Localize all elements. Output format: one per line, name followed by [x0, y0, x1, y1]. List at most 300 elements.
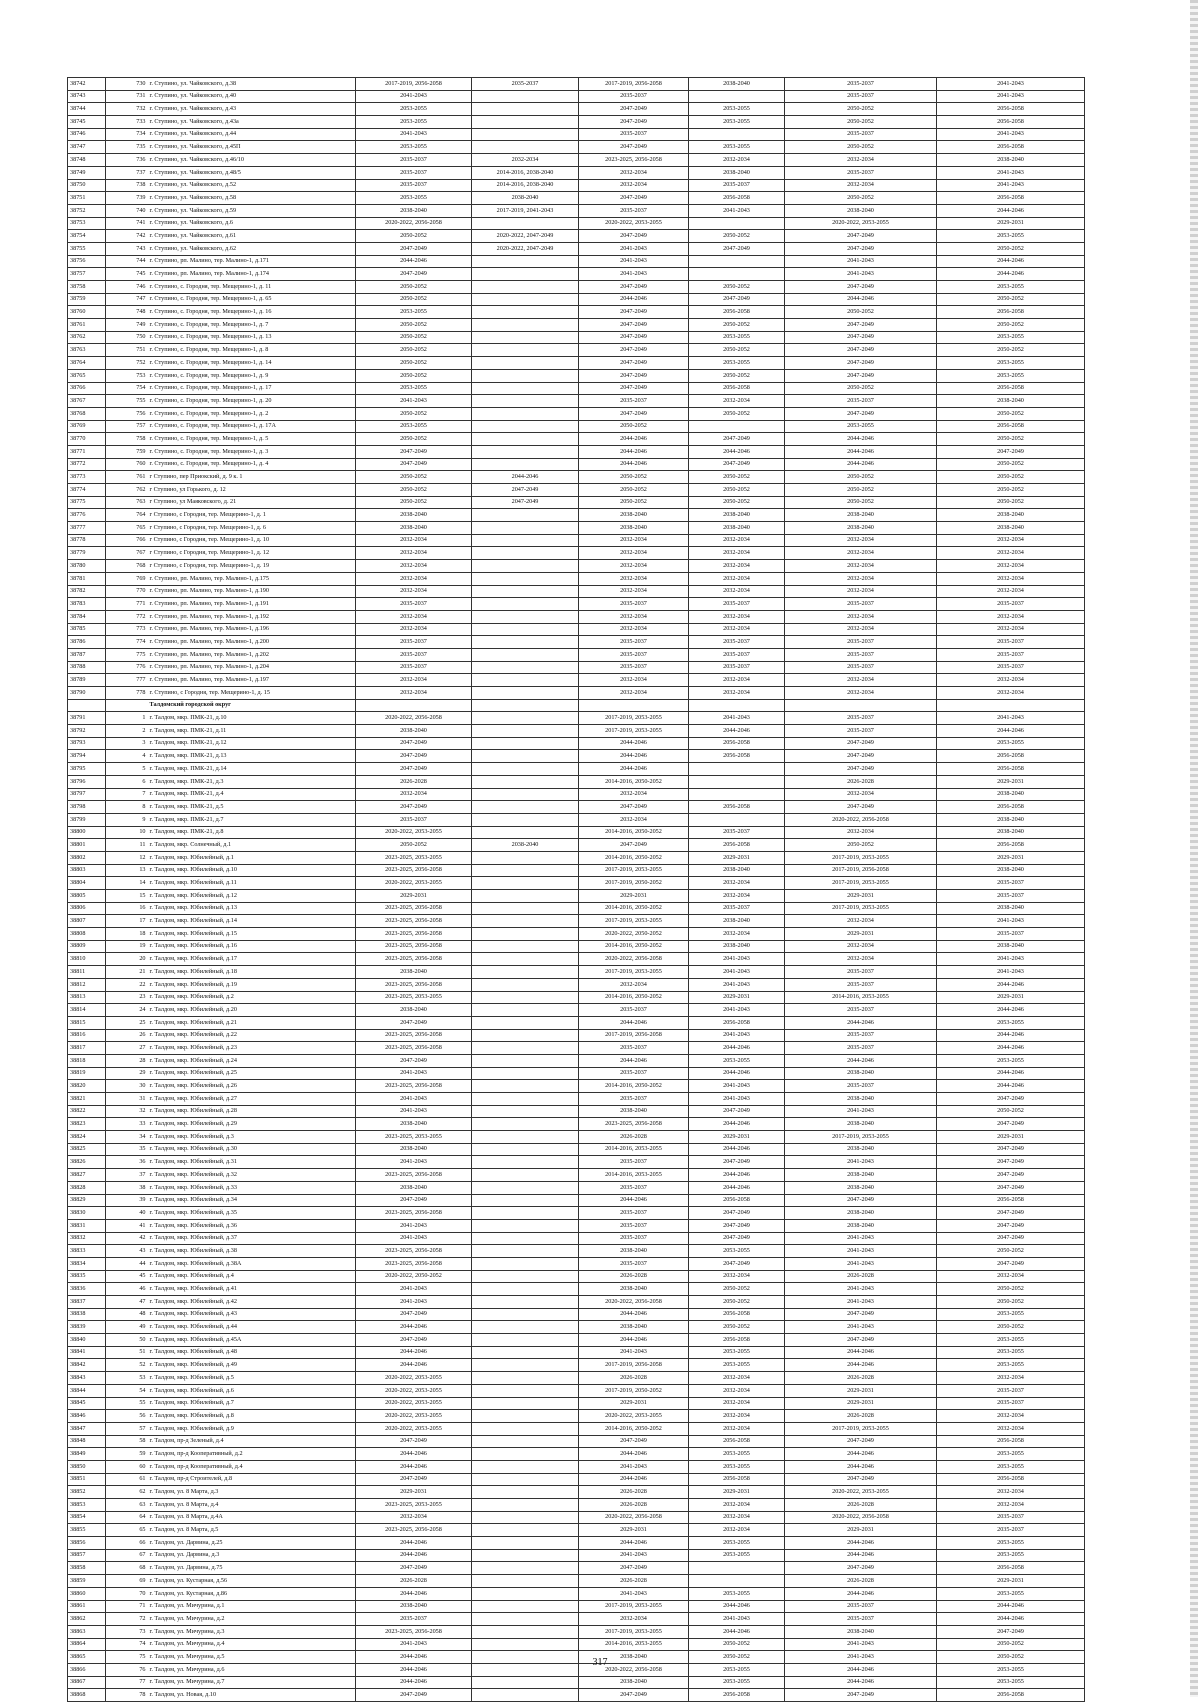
section-empty-cell [472, 699, 579, 712]
period-cell-5: 2041-2043 [785, 1321, 937, 1334]
row-number-cell: 64 [106, 1511, 148, 1524]
row-number-cell: 32 [106, 1105, 148, 1118]
row-id-cell: 38788 [68, 661, 106, 674]
period-cell-6: 2056-2058 [937, 763, 1085, 776]
period-cell-4: 2044-2046 [689, 725, 785, 738]
period-cell-1: 2050-2052 [356, 433, 472, 446]
period-cell-5: 2032-2034 [785, 953, 937, 966]
period-cell-3: 2044-2046 [579, 1308, 689, 1321]
row-number-cell: 46 [106, 1283, 148, 1296]
row-id-cell: 38832 [68, 1232, 106, 1245]
period-cell-2 [472, 1359, 579, 1372]
row-id-cell: 38775 [68, 496, 106, 509]
period-cell-4: 2041-2043 [689, 1080, 785, 1093]
row-number-cell: 772 [106, 610, 148, 623]
period-cell-6: 2050-2052 [937, 1283, 1085, 1296]
period-cell-5: 2044-2046 [785, 1587, 937, 1600]
address-cell: г. Талдом, мкр. Юбилейный, д.20 [148, 1004, 356, 1017]
period-cell-4: 2047-2049 [689, 1257, 785, 1270]
period-cell-5: 2050-2052 [785, 839, 937, 852]
period-cell-5: 2050-2052 [785, 116, 937, 129]
period-cell-6: 2053-2055 [937, 1460, 1085, 1473]
row-id-cell: 38811 [68, 966, 106, 979]
row-id-cell: 38858 [68, 1562, 106, 1575]
row-id-cell: 38763 [68, 344, 106, 357]
period-cell-1: 2035-2037 [356, 636, 472, 649]
period-cell-3: 2047-2049 [579, 382, 689, 395]
period-cell-6: 2053-2055 [937, 1054, 1085, 1067]
period-cell-1: 2032-2034 [356, 674, 472, 687]
address-cell: г. Ступино, ул. Чайковского, д.43а [148, 116, 356, 129]
row-id-cell: 38831 [68, 1219, 106, 1232]
period-cell-1: 2038-2040 [356, 509, 472, 522]
row-id-cell: 38795 [68, 763, 106, 776]
section-title: Талдомский городской округ [148, 699, 356, 712]
period-cell-2 [472, 1524, 579, 1537]
table-row [68, 1676, 1085, 1689]
table-row [68, 1118, 1085, 1131]
period-cell-6: 2050-2052 [937, 484, 1085, 497]
period-cell-3: 2047-2049 [579, 319, 689, 332]
period-cell-3: 2047-2049 [579, 407, 689, 420]
row-id-cell: 38796 [68, 775, 106, 788]
period-cell-2: 2047-2049 [472, 484, 579, 497]
period-cell-2 [472, 407, 579, 420]
period-cell-3: 2050-2052 [579, 471, 689, 484]
period-cell-4: 2056-2058 [689, 1194, 785, 1207]
period-cell-4: 2056-2058 [689, 382, 785, 395]
row-number-cell: 756 [106, 407, 148, 420]
row-id-cell: 38769 [68, 420, 106, 433]
period-cell-2 [472, 522, 579, 535]
period-cell-2 [472, 750, 579, 763]
period-cell-1: 2050-2052 [356, 839, 472, 852]
period-cell-2 [472, 116, 579, 129]
period-cell-3: 2047-2049 [579, 801, 689, 814]
row-number-cell: 22 [106, 978, 148, 991]
period-cell-2: 2020-2022, 2047-2049 [472, 230, 579, 243]
period-cell-3: 2020-2022, 2050-2052 [579, 928, 689, 941]
row-id-cell: 38809 [68, 940, 106, 953]
period-cell-6: 2044-2046 [937, 1613, 1085, 1626]
row-number-cell: 2 [106, 725, 148, 738]
row-number-cell: 7 [106, 788, 148, 801]
period-cell-2 [472, 458, 579, 471]
address-cell: г Ступино, ул Горького, д. 12 [148, 484, 356, 497]
table-row [68, 471, 1085, 484]
period-cell-4: 2041-2043 [689, 1093, 785, 1106]
row-number-cell: 767 [106, 547, 148, 560]
period-cell-6: 2056-2058 [937, 141, 1085, 154]
row-id-cell: 38773 [68, 471, 106, 484]
period-cell-4: 2053-2055 [689, 357, 785, 370]
row-number-cell: 775 [106, 648, 148, 661]
table-row [68, 445, 1085, 458]
period-cell-3: 2032-2034 [579, 166, 689, 179]
period-cell-4: 2053-2055 [689, 141, 785, 154]
row-number-cell: 755 [106, 395, 148, 408]
period-cell-2 [472, 1562, 579, 1575]
period-cell-5: 2032-2034 [785, 788, 937, 801]
row-number-cell: 13 [106, 864, 148, 877]
period-cell-2 [472, 585, 579, 598]
period-cell-2 [472, 319, 579, 332]
period-cell-5: 2038-2040 [785, 1219, 937, 1232]
period-cell-6: 2032-2034 [937, 674, 1085, 687]
period-cell-6: 2053-2055 [937, 1346, 1085, 1359]
period-cell-5: 2035-2037 [785, 1029, 937, 1042]
period-cell-5: 2035-2037 [785, 1004, 937, 1017]
period-cell-3: 2032-2034 [579, 547, 689, 560]
period-cell-4: 2041-2043 [689, 953, 785, 966]
period-cell-5: 2044-2046 [785, 458, 937, 471]
table-row [68, 1359, 1085, 1372]
period-cell-5: 2047-2049 [785, 1308, 937, 1321]
period-cell-4: 2056-2058 [689, 737, 785, 750]
period-cell-4: 2053-2055 [689, 1346, 785, 1359]
table-row [68, 674, 1085, 687]
period-cell-3: 2026-2028 [579, 1372, 689, 1385]
address-cell: г. Ступино, ул. Чайковского, д.59 [148, 204, 356, 217]
row-number-cell: 57 [106, 1422, 148, 1435]
period-cell-5: 2044-2046 [785, 1460, 937, 1473]
address-cell: г. Ступино, с. Городня, тер. Мещерино-1, д. 4 [148, 458, 356, 471]
period-cell-5: 2017-2019, 2053-2055 [785, 877, 937, 890]
period-cell-5: 2047-2049 [785, 750, 937, 763]
address-cell: г. Ступино, ул. Чайковского, д.52 [148, 179, 356, 192]
period-cell-4 [689, 775, 785, 788]
period-cell-6: 2041-2043 [937, 915, 1085, 928]
period-cell-5: 2032-2034 [785, 560, 937, 573]
address-cell: г. Ступино, ул. Чайковского, д.58 [148, 192, 356, 205]
period-cell-6: 2050-2052 [937, 496, 1085, 509]
address-cell: г. Талдом, ул. Новая, д.10 [148, 1689, 356, 1702]
period-cell-1: 2032-2034 [356, 687, 472, 700]
period-cell-1: 2020-2022, 2053-2055 [356, 1397, 472, 1410]
row-number-cell: 16 [106, 902, 148, 915]
row-number-cell: 78 [106, 1689, 148, 1702]
period-cell-3: 2014-2016, 2050-2052 [579, 902, 689, 915]
table-row [68, 864, 1085, 877]
address-cell: г. Талдом, ул. Мичурина, д.1 [148, 1600, 356, 1613]
section-empty-cell [689, 699, 785, 712]
address-cell: г. Талдом, мкр. Юбилейный, д.49 [148, 1359, 356, 1372]
period-cell-2 [472, 1499, 579, 1512]
period-cell-4: 2032-2034 [689, 560, 785, 573]
section-empty-cell [785, 699, 937, 712]
period-cell-1: 2038-2040 [356, 966, 472, 979]
table-row [68, 1689, 1085, 1702]
period-cell-2 [472, 293, 579, 306]
period-cell-4: 2032-2034 [689, 610, 785, 623]
table-row [68, 902, 1085, 915]
period-cell-1: 2053-2055 [356, 192, 472, 205]
period-cell-4: 2032-2034 [689, 1499, 785, 1512]
row-id-cell: 38784 [68, 610, 106, 623]
row-id-cell: 38760 [68, 306, 106, 319]
row-id-cell: 38814 [68, 1004, 106, 1017]
period-cell-6: 2050-2052 [937, 1296, 1085, 1309]
period-cell-5: 2032-2034 [785, 687, 937, 700]
table-row [68, 598, 1085, 611]
period-cell-5: 2032-2034 [785, 940, 937, 953]
row-id-cell: 38808 [68, 928, 106, 941]
period-cell-4: 2050-2052 [689, 484, 785, 497]
period-cell-2 [472, 1321, 579, 1334]
address-cell: г. Талдом, ул. 8 Марта, д.5 [148, 1524, 356, 1537]
period-cell-2 [472, 1384, 579, 1397]
row-number-cell: 36 [106, 1156, 148, 1169]
row-number-cell: 771 [106, 598, 148, 611]
period-cell-6: 2047-2049 [937, 1181, 1085, 1194]
period-cell-5: 2041-2043 [785, 255, 937, 268]
period-cell-3: 2020-2022, 2053-2055 [579, 217, 689, 230]
address-cell: г. Ступино, с. Городня, тер. Мещерино-1, д. 14 [148, 357, 356, 370]
row-number-cell: 43 [106, 1245, 148, 1258]
address-cell: г. Ступино, с. Городня, тер. Мещерино-1, д. 3 [148, 445, 356, 458]
period-cell-5: 2041-2043 [785, 1283, 937, 1296]
table-row [68, 928, 1085, 941]
period-cell-3: 2032-2034 [579, 179, 689, 192]
period-cell-3: 2035-2037 [579, 1093, 689, 1106]
address-cell: г Ступино, ул Маяковского, д. 21 [148, 496, 356, 509]
table-row [68, 1625, 1085, 1638]
period-cell-2 [472, 1067, 579, 1080]
row-number-cell: 737 [106, 166, 148, 179]
table-row [68, 1054, 1085, 1067]
table-row [68, 725, 1085, 738]
period-cell-4: 2032-2034 [689, 1410, 785, 1423]
period-cell-5: 2026-2028 [785, 1270, 937, 1283]
period-cell-1: 2044-2046 [356, 1549, 472, 1562]
period-cell-3: 2032-2034 [579, 978, 689, 991]
period-cell-2 [472, 775, 579, 788]
period-cell-6: 2053-2055 [937, 357, 1085, 370]
address-cell: г. Талдом, мкр. Юбилейный, д.44 [148, 1321, 356, 1334]
table-row [68, 1460, 1085, 1473]
period-cell-4: 2035-2037 [689, 648, 785, 661]
address-cell: г. Талдом, ул. Мичурина, д.3 [148, 1625, 356, 1638]
period-cell-6: 2044-2046 [937, 255, 1085, 268]
row-number-cell: 40 [106, 1207, 148, 1220]
period-cell-2 [472, 1638, 579, 1651]
address-cell: г Ступино, с Городня, тер. Мещерино-1, д. 12 [148, 547, 356, 560]
period-cell-5: 2032-2034 [785, 547, 937, 560]
period-cell-1: 2041-2043 [356, 1105, 472, 1118]
period-cell-1: 2038-2040 [356, 1600, 472, 1613]
table-row [68, 648, 1085, 661]
row-id-cell: 38756 [68, 255, 106, 268]
table-row [68, 1587, 1085, 1600]
table-row [68, 877, 1085, 890]
row-id-cell: 38742 [68, 78, 106, 91]
address-cell: г. Ступино, с. Городня, тер. Мещерино-1, д. 17А [148, 420, 356, 433]
row-number-cell: 732 [106, 103, 148, 116]
row-id-cell: 38781 [68, 572, 106, 585]
address-cell: г. Талдом, мкр. Юбилейный, д.38 [148, 1245, 356, 1258]
row-number-cell: 742 [106, 230, 148, 243]
period-cell-2 [472, 1118, 579, 1131]
period-cell-3: 2047-2049 [579, 281, 689, 294]
period-cell-4: 2053-2055 [689, 1460, 785, 1473]
row-number-cell: 50 [106, 1334, 148, 1347]
period-cell-6: 2029-2031 [937, 775, 1085, 788]
address-cell: г. Талдом, ул. Дарвина, д.25 [148, 1537, 356, 1550]
row-number-cell: 35 [106, 1143, 148, 1156]
address-cell: г. Талдом, мкр. Юбилейный, д.5 [148, 1372, 356, 1385]
period-cell-5: 2041-2043 [785, 1245, 937, 1258]
period-cell-2 [472, 420, 579, 433]
period-cell-6: 2041-2043 [937, 166, 1085, 179]
row-number-cell: 76 [106, 1663, 148, 1676]
address-cell: г. Ступино, рп. Малино, тер. Малино-1, д.175 [148, 572, 356, 585]
period-cell-6: 2047-2049 [937, 1219, 1085, 1232]
period-cell-1: 2023-2025, 2056-2058 [356, 1625, 472, 1638]
period-cell-3: 2020-2022, 2056-2058 [579, 1511, 689, 1524]
row-number-cell: 77 [106, 1676, 148, 1689]
period-cell-5: 2044-2046 [785, 293, 937, 306]
row-id-cell: 38847 [68, 1422, 106, 1435]
row-id-cell: 38804 [68, 877, 106, 890]
period-cell-2 [472, 255, 579, 268]
period-cell-1: 2041-2043 [356, 1296, 472, 1309]
table-row [68, 1321, 1085, 1334]
period-cell-6: 2050-2052 [937, 344, 1085, 357]
period-cell-6: 2056-2058 [937, 116, 1085, 129]
period-cell-1: 2023-2025, 2056-2058 [356, 928, 472, 941]
period-cell-6: 2047-2049 [937, 1625, 1085, 1638]
row-id-cell: 38822 [68, 1105, 106, 1118]
period-cell-1: 2044-2046 [356, 1448, 472, 1461]
address-cell: г. Талдом, мкр. Юбилейный, д.14 [148, 915, 356, 928]
table-row [68, 1245, 1085, 1258]
table-row [68, 1016, 1085, 1029]
row-number-cell: 776 [106, 661, 148, 674]
address-cell: г. Талдом, мкр. Юбилейный, д.34 [148, 1194, 356, 1207]
period-cell-2 [472, 1676, 579, 1689]
period-cell-4: 2056-2058 [689, 1016, 785, 1029]
period-cell-5: 2047-2049 [785, 737, 937, 750]
table-body-section [68, 699, 1085, 712]
row-number-cell: 761 [106, 471, 148, 484]
table-row [68, 141, 1085, 154]
period-cell-6: 2050-2052 [937, 471, 1085, 484]
row-id-cell: 38836 [68, 1283, 106, 1296]
row-number-cell: 736 [106, 154, 148, 167]
row-id-cell: 38798 [68, 801, 106, 814]
period-cell-3: 2047-2049 [579, 1435, 689, 1448]
row-id-cell: 38764 [68, 357, 106, 370]
row-number-cell: 751 [106, 344, 148, 357]
table-row [68, 636, 1085, 649]
section-empty-cell [937, 699, 1085, 712]
period-cell-5: 2017-2019, 2053-2055 [785, 902, 937, 915]
period-cell-2 [472, 1232, 579, 1245]
period-cell-6: 2041-2043 [937, 966, 1085, 979]
period-cell-2 [472, 966, 579, 979]
period-cell-3: 2032-2034 [579, 534, 689, 547]
address-cell: г. Талдом, пр-д Кооперативный, д.2 [148, 1448, 356, 1461]
row-id-cell: 38818 [68, 1054, 106, 1067]
period-cell-2 [472, 1093, 579, 1106]
address-cell: г. Талдом, мкр. Юбилейный, д.29 [148, 1118, 356, 1131]
table-row [68, 839, 1085, 852]
period-cell-3: 2044-2046 [579, 445, 689, 458]
row-number-cell: 10 [106, 826, 148, 839]
table-row [68, 1308, 1085, 1321]
period-cell-1: 2050-2052 [356, 230, 472, 243]
period-cell-6: 2029-2031 [937, 1575, 1085, 1588]
period-cell-6: 2056-2058 [937, 192, 1085, 205]
period-cell-1: 2047-2049 [356, 1054, 472, 1067]
table-row [68, 433, 1085, 446]
period-cell-4: 2053-2055 [689, 1549, 785, 1562]
row-number-cell: 8 [106, 801, 148, 814]
period-cell-6: 2029-2031 [937, 991, 1085, 1004]
period-cell-5: 2047-2049 [785, 357, 937, 370]
period-cell-4: 2029-2031 [689, 991, 785, 1004]
period-cell-2 [472, 737, 579, 750]
period-cell-1: 2032-2034 [356, 585, 472, 598]
period-cell-2 [472, 1613, 579, 1626]
period-cell-1: 2047-2049 [356, 1016, 472, 1029]
period-cell-5: 2038-2040 [785, 1625, 937, 1638]
period-cell-2 [472, 864, 579, 877]
row-id-cell: 38828 [68, 1181, 106, 1194]
row-number-cell: 759 [106, 445, 148, 458]
row-id-cell: 38768 [68, 407, 106, 420]
period-cell-2 [472, 712, 579, 725]
table-row [68, 509, 1085, 522]
address-cell: г. Талдом, мкр. Юбилейный, д.3 [148, 1131, 356, 1144]
period-cell-2 [472, 1156, 579, 1169]
address-cell: г. Талдом, ул. 8 Марта, д.3 [148, 1486, 356, 1499]
period-cell-5: 2044-2046 [785, 1676, 937, 1689]
period-cell-6: 2038-2040 [937, 395, 1085, 408]
period-cell-2: 2014-2016, 2038-2040 [472, 179, 579, 192]
table-row [68, 281, 1085, 294]
period-cell-4: 2047-2049 [689, 242, 785, 255]
period-cell-1: 2035-2037 [356, 813, 472, 826]
period-cell-6: 2035-2037 [937, 890, 1085, 903]
row-id-cell: 38755 [68, 242, 106, 255]
table-row [68, 1562, 1085, 1575]
row-number-cell: 746 [106, 281, 148, 294]
period-cell-1: 2050-2052 [356, 484, 472, 497]
period-cell-1: 2050-2052 [356, 344, 472, 357]
period-cell-3: 2017-2019, 2050-2052 [579, 877, 689, 890]
period-cell-5: 2035-2037 [785, 636, 937, 649]
address-cell: г. Талдом, ул. Мичурина, д.5 [148, 1651, 356, 1664]
period-cell-2 [472, 331, 579, 344]
table-row [68, 826, 1085, 839]
period-cell-1: 2053-2055 [356, 103, 472, 116]
row-id-cell: 38749 [68, 166, 106, 179]
period-cell-1: 2050-2052 [356, 357, 472, 370]
period-cell-1: 2044-2046 [356, 255, 472, 268]
period-cell-4: 2050-2052 [689, 1296, 785, 1309]
period-cell-2: 2017-2019, 2041-2043 [472, 204, 579, 217]
period-cell-5: 2050-2052 [785, 192, 937, 205]
period-cell-3: 2017-2019, 2053-2055 [579, 1625, 689, 1638]
period-cell-5: 2029-2031 [785, 890, 937, 903]
row-id-cell: 38851 [68, 1473, 106, 1486]
row-id-cell: 38827 [68, 1169, 106, 1182]
row-number-cell: 37 [106, 1169, 148, 1182]
period-cell-4: 2047-2049 [689, 1156, 785, 1169]
period-cell-5: 2047-2049 [785, 763, 937, 776]
row-id-cell: 38780 [68, 560, 106, 573]
